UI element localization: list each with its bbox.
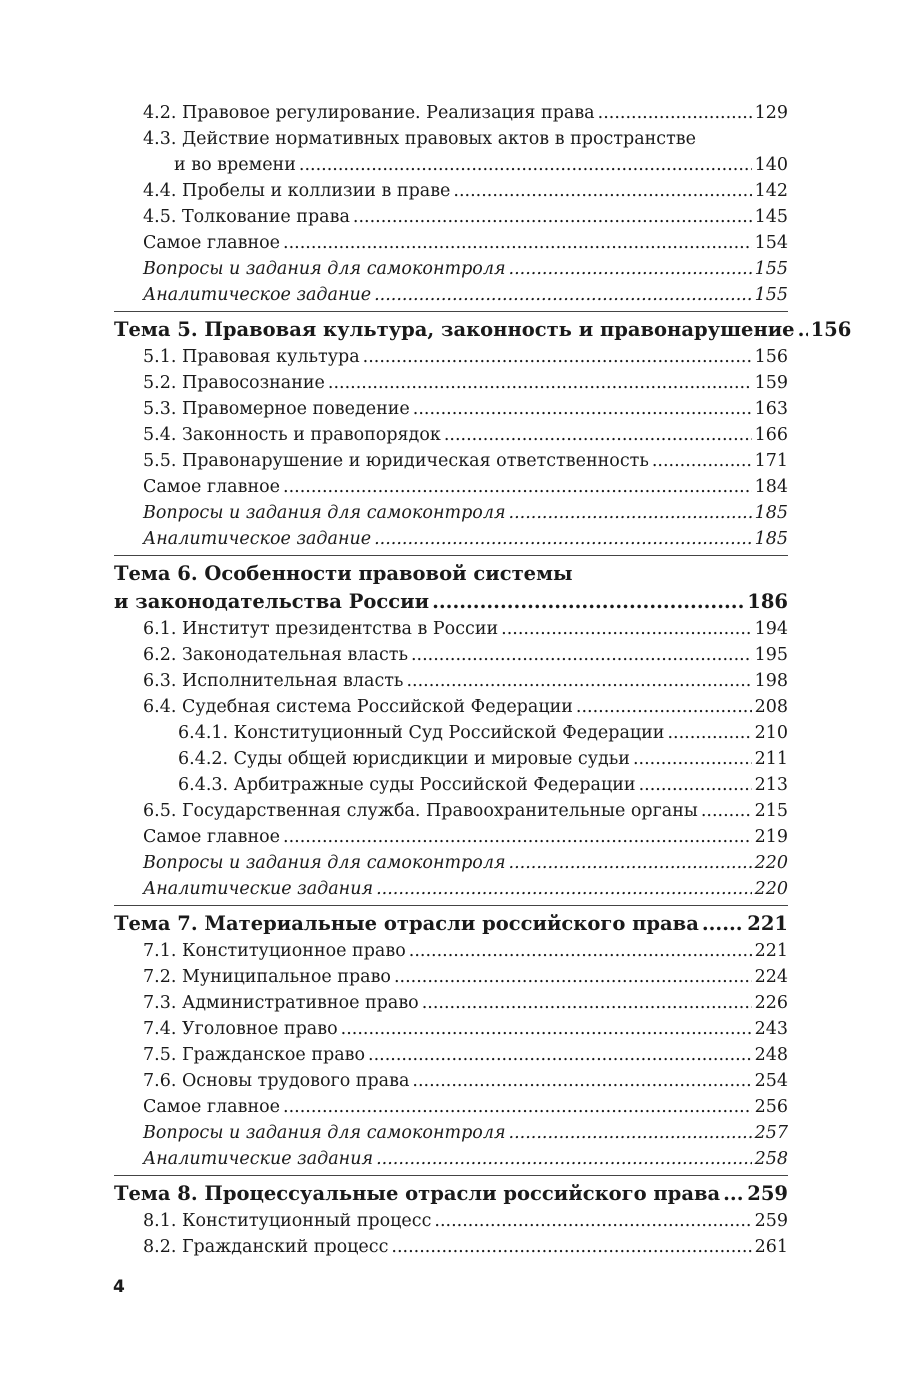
toc-entry: [114, 1016, 788, 1042]
toc-entry-page: 198: [754, 671, 788, 691]
toc-entry-page: 185: [754, 529, 788, 549]
toc-entry: [114, 344, 788, 370]
toc-entry-title: 6.4.1. Конституционный Суд Российской Федерации: [178, 723, 665, 743]
dot-leader: [283, 1094, 752, 1120]
toc-entry: [114, 1068, 788, 1094]
toc-entry: [114, 772, 788, 798]
toc-entry: [114, 1120, 788, 1146]
toc-entry-title: 7.4. Уголовное право: [143, 1019, 338, 1039]
toc-entry: [114, 850, 788, 876]
toc-entry-page: 257: [754, 1123, 788, 1143]
section-divider: [114, 311, 788, 312]
toc-entry-page: 226: [754, 993, 788, 1013]
toc-entry-page: 155: [754, 259, 788, 279]
toc-entry-title: Вопросы и задания для самоконтроля: [143, 853, 506, 873]
toc-entry-title: 7.2. Муниципальное право: [143, 967, 391, 987]
toc-entry: [114, 204, 788, 230]
dot-leader: [501, 616, 751, 642]
toc-entry: [114, 876, 788, 902]
toc-entry-title: Вопросы и задания для самоконтроля: [143, 1123, 506, 1143]
toc-entry-page: 184: [754, 477, 788, 497]
toc-entry-title: 4.4. Пробелы и коллизии в праве: [143, 181, 451, 201]
toc-entry-title: 6.2. Законодательная власть: [143, 645, 408, 665]
toc-entry-title: Аналитические задания: [143, 879, 374, 899]
dot-leader: [299, 152, 752, 178]
toc-entry-title: Самое главное: [143, 1097, 281, 1117]
toc-entry-title: 4.5. Толкование права: [143, 207, 350, 227]
dot-leader: [376, 876, 752, 902]
dot-leader: [444, 422, 752, 448]
toc-entry: [114, 500, 788, 526]
table-of-contents: [114, 100, 852, 1260]
toc-entry-title: 8.1. Конституционный процесс: [143, 1211, 432, 1231]
dot-leader: [394, 964, 752, 990]
toc-entry-page: 220: [754, 853, 788, 873]
toc-entry: [114, 396, 788, 422]
toc-entry: [114, 282, 788, 308]
toc-topic-entry: [114, 910, 788, 938]
toc-entry-page: 194: [754, 619, 788, 639]
toc-entry-page: 171: [754, 451, 788, 471]
dot-leader: [633, 746, 752, 772]
section-divider: [114, 905, 788, 906]
dot-leader: [368, 1042, 752, 1068]
dot-leader: [576, 694, 752, 720]
toc-entry-title: Самое главное: [143, 827, 281, 847]
dot-leader: [406, 668, 751, 694]
toc-entry-title: 5.1. Правовая культура: [143, 347, 360, 367]
toc-entry-title: Самое главное: [143, 233, 281, 253]
toc-entry-page: 163: [754, 399, 788, 419]
toc-entry-title: 7.1. Конституционное право: [143, 941, 406, 961]
toc-entry: [114, 642, 788, 668]
toc-entry-title: 5.5. Правонарушение и юридическая ответственность: [143, 451, 649, 471]
toc-entry: [114, 1146, 788, 1172]
dot-leader: [283, 824, 752, 850]
toc-entry: [114, 1094, 788, 1120]
toc-entry: [114, 798, 788, 824]
dot-leader: [701, 798, 752, 824]
toc-entry-title: 5.2. Правосознание: [143, 373, 325, 393]
toc-entry-title: Аналитическое задание: [143, 529, 372, 549]
toc-entry-title: 4.3. Действие нормативных правовых актов в пространстве: [143, 129, 696, 149]
toc-entry-page: 159: [754, 373, 788, 393]
toc-entry-title: Тема 6. Особенности правовой системы: [114, 562, 573, 585]
toc-entry: [114, 616, 788, 642]
toc-entry-page: 156: [754, 347, 788, 367]
toc-entry-page: 156: [810, 318, 852, 341]
dot-leader: [509, 850, 752, 876]
toc-entry-page: 211: [754, 749, 788, 769]
toc-entry-page: 145: [754, 207, 788, 227]
dot-leader: [409, 938, 752, 964]
dot-leader: [376, 1146, 752, 1172]
toc-entry-page: 220: [754, 879, 788, 899]
dot-leader: [391, 1234, 751, 1260]
toc-entry: [114, 370, 788, 396]
dot-leader: [598, 100, 752, 126]
toc-entry-title: 5.4. Законность и правопорядок: [143, 425, 441, 445]
toc-entry-page: 258: [754, 1149, 788, 1169]
toc-entry-page: 248: [754, 1045, 788, 1065]
dot-leader: [353, 204, 752, 230]
dot-leader: [341, 1016, 752, 1042]
toc-entry: [114, 178, 788, 204]
toc-entry-page: 129: [754, 103, 788, 123]
dot-leader: [702, 910, 744, 938]
toc-entry-page: 166: [754, 425, 788, 445]
toc-topic-entry: [114, 1180, 788, 1208]
page-number: 4: [113, 1277, 125, 1297]
toc-entry-page: 210: [754, 723, 788, 743]
toc-entry: [114, 938, 788, 964]
toc-entry-title: Вопросы и задания для самоконтроля: [143, 503, 506, 523]
toc-entry: [114, 1234, 788, 1260]
toc-entry: [114, 964, 788, 990]
toc-entry-title: 7.5. Гражданское право: [143, 1045, 366, 1065]
toc-entry: [114, 448, 788, 474]
toc-entry-page: 213: [754, 775, 788, 795]
toc-entry-page: 261: [754, 1237, 788, 1257]
dot-leader: [411, 642, 752, 668]
dot-leader: [374, 526, 751, 552]
toc-entry-title: 7.6. Основы трудового права: [143, 1071, 410, 1091]
section-divider: [114, 555, 788, 556]
toc-entry-page: 259: [747, 1182, 788, 1205]
toc-entry-page: 186: [747, 590, 788, 613]
toc-entry-page: 215: [754, 801, 788, 821]
toc-entry: [114, 526, 788, 552]
toc-entry-title: 5.3. Правомерное поведение: [143, 399, 410, 419]
toc-entry-page: 140: [754, 155, 788, 175]
dot-leader: [374, 282, 751, 308]
dot-leader: [639, 772, 752, 798]
dot-leader: [422, 990, 752, 1016]
dot-leader: [509, 1120, 752, 1146]
toc-entry: [114, 1042, 788, 1068]
toc-entry-title: Тема 5. Правовая культура, законность и правонарушение: [114, 318, 795, 341]
toc-entry-title: Тема 8. Процессуальные отрасли российского права: [114, 1182, 721, 1205]
toc-entry-title: 8.2. Гражданский процесс: [143, 1237, 389, 1257]
dot-leader: [667, 720, 751, 746]
dot-leader: [363, 344, 752, 370]
toc-entry-title: Вопросы и задания для самоконтроля: [143, 259, 506, 279]
toc-entry-title: 6.4.3. Арбитражные суды Российской Федерации: [178, 775, 636, 795]
dot-leader: [723, 1180, 744, 1208]
dot-leader: [432, 588, 744, 616]
toc-entry-title-continued: и во времени: [174, 155, 296, 175]
toc-entry-page: 155: [754, 285, 788, 305]
dot-leader: [652, 448, 752, 474]
toc-entry: [114, 694, 788, 720]
toc-entry-title: Аналитическое задание: [143, 285, 372, 305]
toc-entry-title: Тема 7. Материальные отрасли российского права: [114, 912, 699, 935]
toc-entry-title: 6.3. Исполнительная власть: [143, 671, 404, 691]
dot-leader: [283, 474, 752, 500]
toc-entry-page: 185: [754, 503, 788, 523]
toc-entry: [114, 422, 788, 448]
toc-entry: [114, 668, 788, 694]
toc-entry: [114, 720, 788, 746]
dot-leader: [283, 230, 752, 256]
toc-entry-title: 6.5. Государственная служба. Правоохранительные органы: [143, 801, 698, 821]
toc-entry-page: 221: [747, 912, 788, 935]
dot-leader: [509, 500, 752, 526]
toc-entry-title: 6.4.2. Суды общей юрисдикции и мировые судьи: [178, 749, 630, 769]
dot-leader: [798, 316, 808, 344]
toc-entry: [114, 824, 788, 850]
toc-entry-page: 243: [754, 1019, 788, 1039]
toc-entry-title-continued: и законодательства России: [114, 590, 430, 613]
dot-leader: [509, 256, 752, 282]
toc-entry-title: Аналитические задания: [143, 1149, 374, 1169]
toc-entry: [114, 256, 788, 282]
dot-leader: [328, 370, 752, 396]
toc-entry-title: 7.3. Административное право: [143, 993, 419, 1013]
dot-leader: [412, 1068, 751, 1094]
toc-entry-page: 154: [754, 233, 788, 253]
section-divider: [114, 1175, 788, 1176]
toc-entry: [114, 100, 788, 126]
toc-entry-page: 195: [754, 645, 788, 665]
toc-entry-title: 6.4. Судебная система Российской Федерации: [143, 697, 573, 717]
toc-entry: [114, 990, 788, 1016]
dot-leader: [413, 396, 752, 422]
toc-entry-page: 254: [754, 1071, 788, 1091]
toc-entry-page: 142: [754, 181, 788, 201]
toc-entry-title: 4.2. Правовое регулирование. Реализация права: [143, 103, 595, 123]
toc-topic-entry-continued: [114, 588, 788, 616]
toc-entry-page: 219: [754, 827, 788, 847]
dot-leader: [434, 1208, 751, 1234]
toc-entry: [114, 1208, 788, 1234]
toc-entry-page: 259: [754, 1211, 788, 1231]
toc-entry: [114, 230, 788, 256]
toc-entry-page: 256: [754, 1097, 788, 1117]
toc-topic-entry: [114, 560, 788, 588]
toc-entry: [114, 126, 788, 152]
toc-entry-title: Самое главное: [143, 477, 281, 497]
toc-entry: [114, 474, 788, 500]
toc-entry-title: 6.1. Институт президентства в России: [143, 619, 499, 639]
toc-entry-page: 208: [754, 697, 788, 717]
dot-leader: [453, 178, 751, 204]
toc-entry-page: 224: [754, 967, 788, 987]
toc-topic-entry: [114, 316, 852, 344]
toc-entry-continued: [114, 152, 788, 178]
toc-entry-page: 221: [754, 941, 788, 961]
toc-entry: [114, 746, 788, 772]
